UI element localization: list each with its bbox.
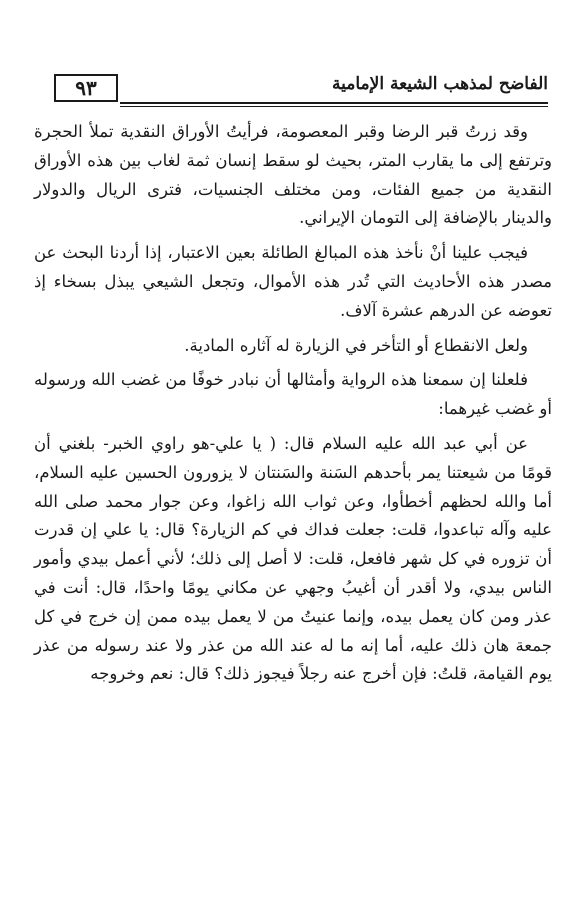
header-rule-thin — [120, 106, 548, 107]
paragraph-2: فيجب علينا أنْ نأخذ هذه المبالغ الطائلة بعين الاعتبار، إذا أردنا البحث عن مصدر هذه الأحاديث التي تُدر هذه الأموال، وتجعل الشيعي يبذل بسخاء إذ تعوضه عن الدرهم عشرة آلاف. — [34, 243, 552, 320]
paragraph-3: ولعل الانقطاع أو التأخر في الزيارة له آثاره المادية. — [184, 335, 528, 355]
page-header — [28, 68, 548, 108]
paragraph-1: وقد زرتُ قبر الرضا وقبر المعصومة، فرأيتُ الأوراق النقدية تملأ الحجرة وترتفع إلى ما يقارب المتر، بحيث لو سقط إنسان ثمة لغاب بين هذه الأوراق النقدية من جميع الفئات، ومن مختلف الجنسيات، فترى الريال والدولار والدينار بالإضافة إلى التومان الإيراني. — [34, 122, 552, 228]
running-title: الفاضح لمذهب الشيعة الإمامية — [331, 74, 548, 94]
paragraph-5-hadith: عن أبي عبد الله عليه السلام قال: ( يا علي-هو راوي الخبر- بلغني أن قومًا من شيعتنا يمر بأحدهم السَنة والسَنتان لا يزورون الحسين عليه السلام، أما والله لحظهم أخطأوا، وعن ثواب الله زاغوا، وعن جوار محمد صلى الله عليه وآله تباعدوا، قلت: جعلت فداك في كم الزيارة؟ قال: يا علي إن قدرت أن تزوره في كل شهر فافعل، قلت: لا أصل إلى ذلك؛ لأني أعمل بيدي وأمور الناس بيدي، ولا أقدر أن أغيبُ وجهي عن مكاني يومًا واحدًا، قال: أنت في عذر ومن كان يعمل بيده، وإنما عنيتُ من لا يعمل بيده ممن إن خرج في كل جمعة هان ذلك عليه، أما إنه ما له عند الله من عذر ولا عند رسوله من عذر يوم القيامة، قلتُ: فإن أخرج عنه رجلاً فيجوز ذلك؟ قال: نعم وخروجه — [34, 433, 552, 684]
page-number: ٩٣ — [54, 74, 118, 102]
page-body — [34, 118, 552, 695]
header-rule — [120, 102, 548, 104]
paragraph-4: فلعلنا إن سمعنا هذه الرواية وأمثالها أن نبادر خوفًا من غضب الله ورسوله أو غضب غيرهما: — [34, 370, 552, 419]
